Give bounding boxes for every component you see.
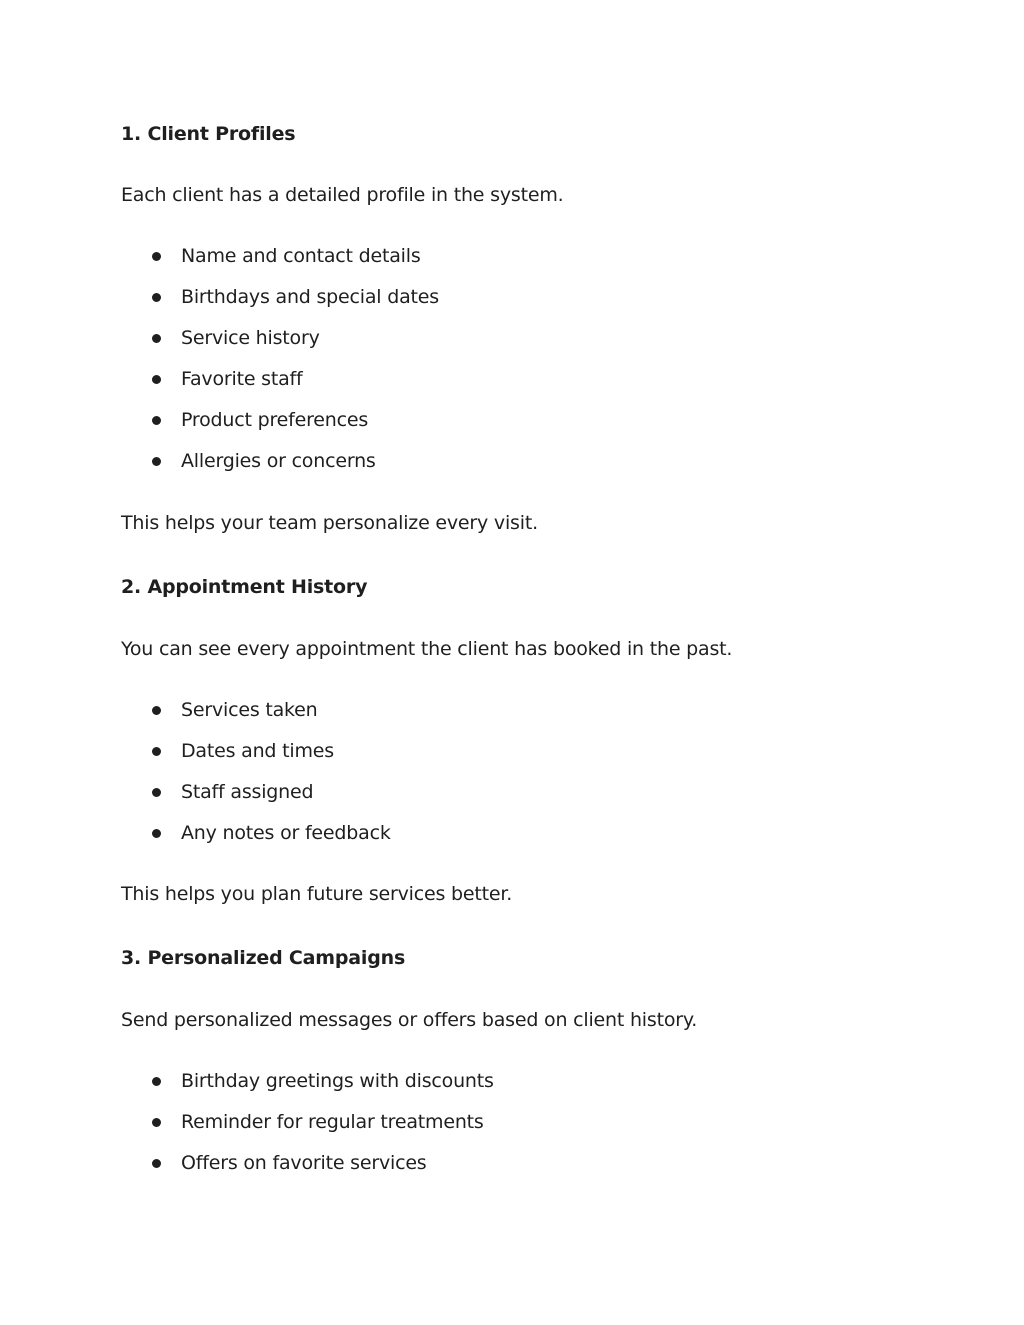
section-outro-appointment-history: This helps you plan future services better. xyxy=(121,883,513,905)
bullet-icon xyxy=(152,457,161,466)
bullet-icon xyxy=(152,788,161,797)
bullet-icon xyxy=(152,1077,161,1086)
bullet-icon xyxy=(152,1159,161,1168)
bullet-icon xyxy=(152,706,161,715)
bullet-icon xyxy=(152,252,161,261)
bullet-icon xyxy=(152,1118,161,1127)
section-heading-client-profiles: 1. Client Profiles xyxy=(121,123,296,145)
bullet-icon xyxy=(152,375,161,384)
bullet-icon xyxy=(152,334,161,343)
section-heading-personalized-campaigns: 3. Personalized Campaigns xyxy=(121,947,406,969)
bullet-icon xyxy=(152,293,161,302)
bullet-icon xyxy=(152,829,161,838)
section-intro-personalized-campaigns: Send personalized messages or offers based on client history. xyxy=(121,1009,698,1031)
section-heading-appointment-history: 2. Appointment History xyxy=(121,576,368,598)
section-intro-client-profiles: Each client has a detailed profile in the system. xyxy=(121,184,564,206)
section-intro-appointment-history: You can see every appointment the client has booked in the past. xyxy=(121,638,733,660)
bullet-icon xyxy=(152,747,161,756)
bullet-icon xyxy=(152,416,161,425)
section-outro-client-profiles: This helps your team personalize every visit. xyxy=(121,512,538,534)
